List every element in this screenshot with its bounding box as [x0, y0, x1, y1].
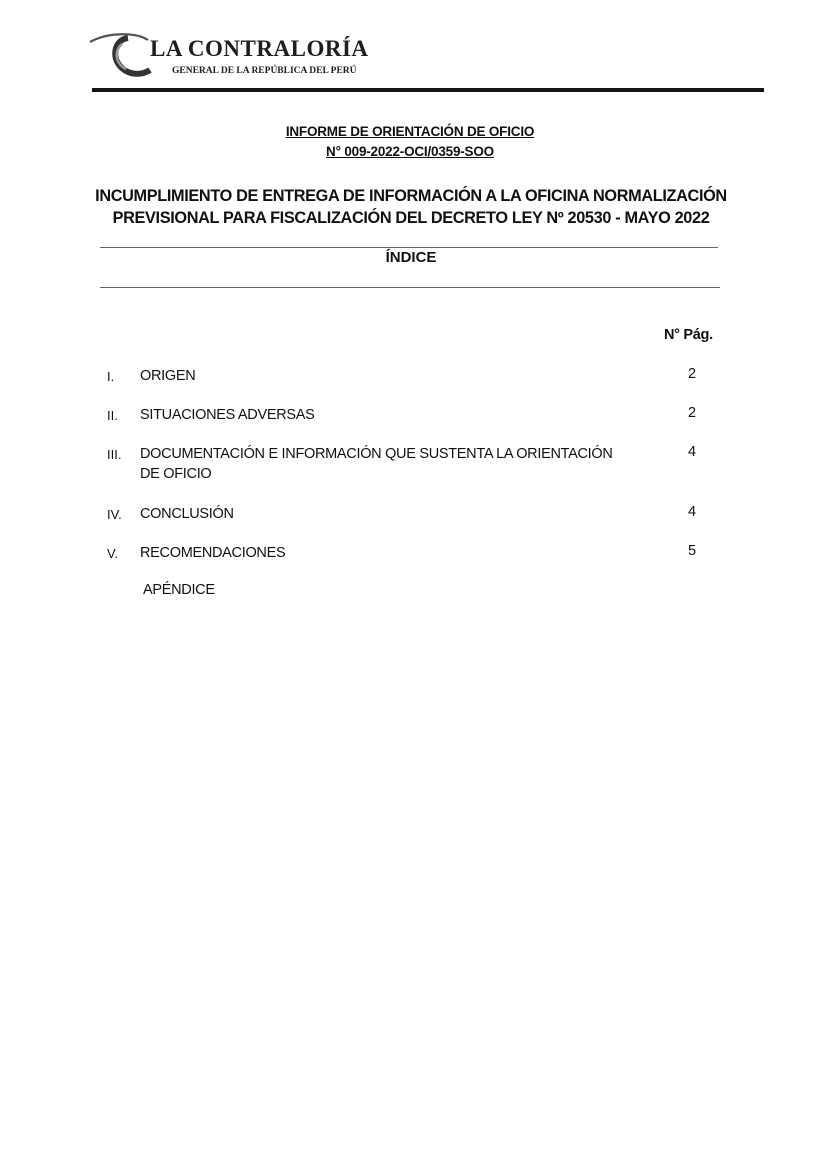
- contraloria-emblem-icon: [88, 30, 152, 82]
- toc-item-label: ORIGEN: [140, 368, 196, 384]
- toc-item-number: IV.: [107, 507, 122, 522]
- toc-item-number: V.: [107, 546, 119, 561]
- toc-item-page: 2: [687, 366, 697, 382]
- toc-item-label: SITUACIONES ADVERSAS: [140, 407, 315, 423]
- toc-item-number: II.: [107, 408, 118, 423]
- header-rule: [92, 88, 764, 92]
- logo-subtitle: GENERAL DE LA REPÚBLICA DEL PERÚ: [172, 66, 357, 76]
- divider-bottom: [100, 287, 720, 288]
- toc-item-label: CONCLUSIÓN: [140, 506, 234, 522]
- index-heading: ÍNDICE: [385, 249, 437, 266]
- toc-item-label: DOCUMENTACIÓN E INFORMACIÓN QUE SUSTENTA LA ORIENTACIÓN DE OFICIO: [140, 446, 613, 482]
- toc-item-apendice[interactable]: APÉNDICE: [143, 582, 215, 598]
- report-title-line-1: INCUMPLIMIENTO DE ENTREGA DE INFORMACIÓN A LA OFICINA NORMALIZACIÓN: [95, 187, 727, 205]
- toc-item-page: 2: [687, 405, 697, 421]
- page-column-header: N° Pág.: [664, 327, 713, 343]
- report-title-line-2: PREVISIONAL PARA FISCALIZACIÓN DEL DECRETO LEY Nº 20530 - MAYO 2022: [112, 209, 710, 227]
- toc-item-number: III.: [107, 447, 122, 462]
- contraloria-logo: [88, 30, 368, 82]
- toc-item-page: 5: [687, 543, 697, 559]
- toc-item-number: I.: [107, 369, 115, 384]
- report-type: INFORME DE ORIENTACIÓN DE OFICIO: [285, 124, 535, 139]
- toc-item-page: 4: [687, 444, 697, 460]
- divider-top: [100, 247, 718, 248]
- toc-item-page: 4: [687, 504, 697, 520]
- toc-item-label: RECOMENDACIONES: [140, 545, 286, 561]
- logo-name: LA CONTRALORÍA: [150, 36, 369, 61]
- report-number: N° 009-2022-OCI/0359-SOO: [326, 144, 494, 159]
